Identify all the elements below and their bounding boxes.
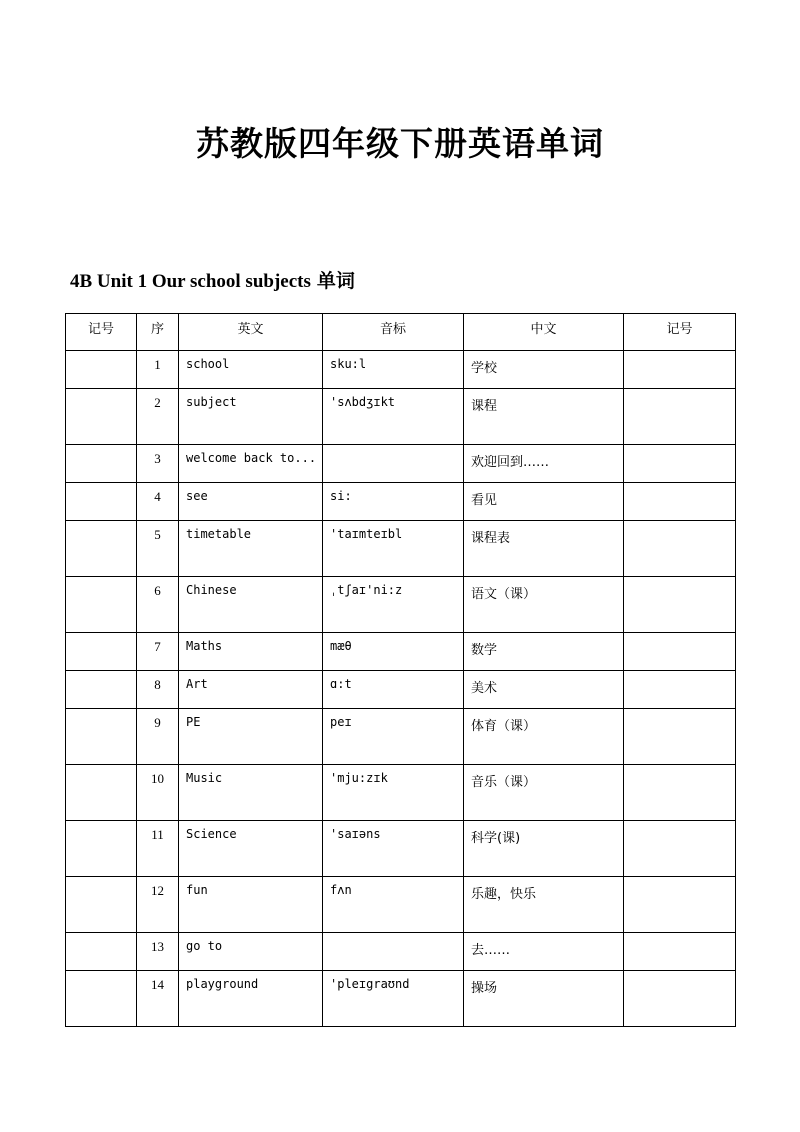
mark-cell — [66, 633, 137, 671]
number-cell: 7 — [137, 633, 179, 671]
mark-cell — [66, 877, 137, 933]
phonetic-cell: ɑ:t — [323, 671, 464, 709]
mark-cell-right — [624, 821, 736, 877]
table-row — [66, 971, 736, 1027]
english-cell: timetable — [179, 521, 323, 577]
unit-heading-cn: 单词 — [316, 270, 355, 292]
table-row — [66, 445, 736, 483]
english-cell: fun — [179, 877, 323, 933]
english-cell: PE — [179, 709, 323, 765]
mark-cell-right — [624, 351, 736, 389]
header-number: 序 — [137, 314, 179, 351]
chinese-cell: 课程表 — [464, 521, 624, 577]
mark-cell — [66, 445, 137, 483]
english-cell: Art — [179, 671, 323, 709]
number-cell: 6 — [137, 577, 179, 633]
header-mark: 记号 — [66, 314, 137, 351]
table-row — [66, 577, 736, 633]
number-cell: 4 — [137, 483, 179, 521]
number-cell: 12 — [137, 877, 179, 933]
table-row — [66, 483, 736, 521]
phonetic-cell: 'saɪəns — [323, 821, 464, 877]
number-cell: 10 — [137, 765, 179, 821]
mark-cell — [66, 389, 137, 445]
phonetic-cell: ˌtʃaɪ'ni:z — [323, 577, 464, 633]
english-cell: go to — [179, 933, 323, 971]
mark-cell — [66, 709, 137, 765]
phonetic-cell — [323, 933, 464, 971]
mark-cell — [66, 765, 137, 821]
chinese-cell: 音乐（课） — [464, 765, 624, 821]
phonetic-cell: sku:l — [323, 351, 464, 389]
number-cell: 2 — [137, 389, 179, 445]
chinese-cell: 操场 — [464, 971, 624, 1027]
table-header-row — [66, 314, 736, 351]
number-cell: 9 — [137, 709, 179, 765]
chinese-cell: 去…… — [464, 933, 624, 971]
phonetic-cell: si: — [323, 483, 464, 521]
english-cell: Science — [179, 821, 323, 877]
chinese-cell: 学校 — [464, 351, 624, 389]
mark-cell-right — [624, 765, 736, 821]
chinese-cell: 科学(课) — [464, 821, 624, 877]
mark-cell-right — [624, 933, 736, 971]
mark-cell — [66, 933, 137, 971]
mark-cell — [66, 521, 137, 577]
english-cell: subject — [179, 389, 323, 445]
table-row — [66, 709, 736, 765]
header-phonetic: 音标 — [323, 314, 464, 351]
mark-cell — [66, 671, 137, 709]
phonetic-cell: mæθ — [323, 633, 464, 671]
english-cell: school — [179, 351, 323, 389]
phonetic-cell — [323, 445, 464, 483]
table-row — [66, 633, 736, 671]
header-english: 英文 — [179, 314, 323, 351]
mark-cell — [66, 577, 137, 633]
number-cell: 5 — [137, 521, 179, 577]
phonetic-cell: 'mju:zɪk — [323, 765, 464, 821]
mark-cell-right — [624, 971, 736, 1027]
mark-cell-right — [624, 671, 736, 709]
number-cell: 1 — [137, 351, 179, 389]
number-cell: 3 — [137, 445, 179, 483]
table-row — [66, 821, 736, 877]
table-row — [66, 671, 736, 709]
english-cell: welcome back to... — [179, 445, 323, 483]
mark-cell-right — [624, 521, 736, 577]
chinese-cell: 美术 — [464, 671, 624, 709]
mark-cell-right — [624, 577, 736, 633]
english-cell: see — [179, 483, 323, 521]
number-cell: 8 — [137, 671, 179, 709]
english-cell: Chinese — [179, 577, 323, 633]
mark-cell — [66, 351, 137, 389]
chinese-cell: 乐趣，快乐 — [464, 877, 624, 933]
unit-heading-text: 4B Unit 1 Our school subjects — [70, 271, 311, 292]
mark-cell — [66, 971, 137, 1027]
chinese-cell: 体育（课） — [464, 709, 624, 765]
phonetic-cell: peɪ — [323, 709, 464, 765]
mark-cell-right — [624, 877, 736, 933]
phonetic-cell: fʌn — [323, 877, 464, 933]
mark-cell-right — [624, 389, 736, 445]
chinese-cell: 数学 — [464, 633, 624, 671]
mark-cell-right — [624, 709, 736, 765]
chinese-cell: 课程 — [464, 389, 624, 445]
english-cell: Maths — [179, 633, 323, 671]
table-row — [66, 351, 736, 389]
phonetic-cell: 'sʌbdʒɪkt — [323, 389, 464, 445]
page-title: 苏教版四年级下册英语单词 — [196, 124, 604, 163]
mark-cell-right — [624, 445, 736, 483]
english-cell: playground — [179, 971, 323, 1027]
number-cell: 11 — [137, 821, 179, 877]
number-cell: 13 — [137, 933, 179, 971]
table-row — [66, 765, 736, 821]
header-mark-right: 记号 — [624, 314, 736, 351]
mark-cell-right — [624, 633, 736, 671]
mark-cell — [66, 821, 137, 877]
number-cell: 14 — [137, 971, 179, 1027]
table-row — [66, 389, 736, 445]
table-row — [66, 877, 736, 933]
table-row — [66, 933, 736, 971]
english-cell: Music — [179, 765, 323, 821]
table-row — [66, 521, 736, 577]
chinese-cell: 看见 — [464, 483, 624, 521]
chinese-cell: 语文（课） — [464, 577, 624, 633]
mark-cell — [66, 483, 137, 521]
header-chinese: 中文 — [464, 314, 624, 351]
vocabulary-table — [65, 313, 736, 1027]
phonetic-cell: 'taɪmteɪbl — [323, 521, 464, 577]
phonetic-cell: 'pleɪgraʊnd — [323, 971, 464, 1027]
mark-cell-right — [624, 483, 736, 521]
chinese-cell: 欢迎回到…… — [464, 445, 624, 483]
unit-heading — [70, 266, 355, 293]
